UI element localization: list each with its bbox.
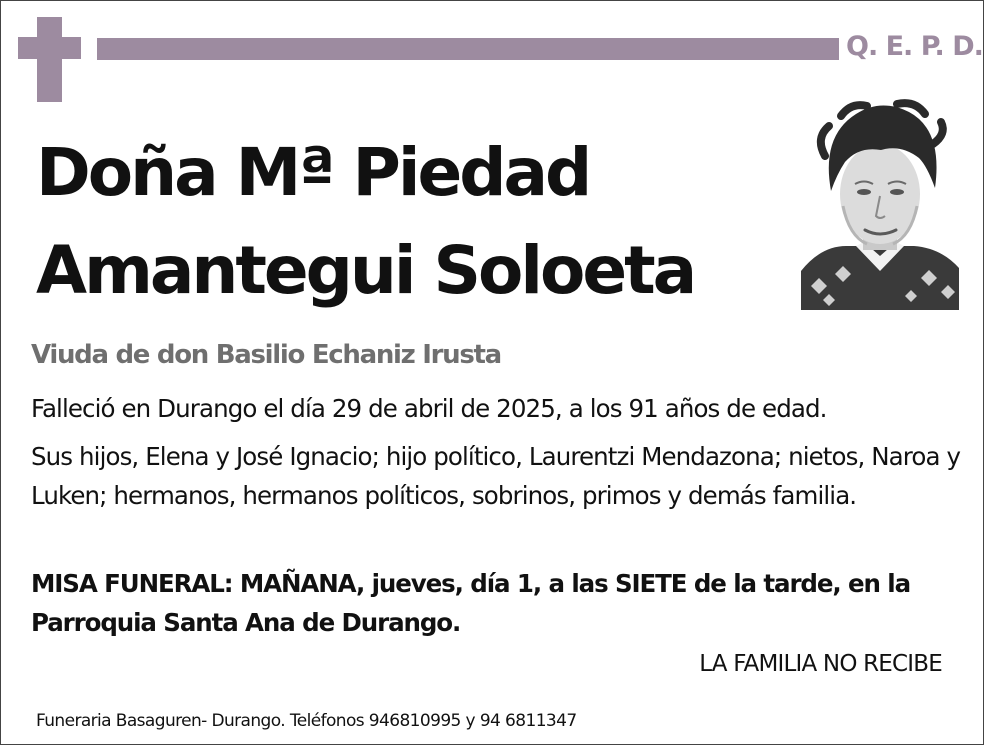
no-visits-notice: LA FAMILIA NO RECIBE	[699, 651, 942, 677]
deceased-name-line-1: Doña Mª Piedad	[36, 134, 590, 211]
family-text: Sus hijos, Elena y José Ignacio; hijo político, Laurentzi Mendazona; nietos, Naroa y Luken; hermanos, hermanos políticos, sobrinos, primos y demás familia.	[31, 442, 961, 510]
header-bar	[97, 38, 839, 60]
cross-icon	[37, 17, 62, 102]
funeral-text: MISA FUNERAL: MAÑANA, jueves, día 1, a las SIETE de la tarde, en la Parroquia Santa Ana de Durango.	[31, 569, 911, 637]
portrait-photo	[801, 96, 959, 310]
deceased-name-line-2: Amantegui Soloeta	[36, 232, 695, 309]
funeral-home-footer: Funeraria Basaguren- Durango. Teléfonos 946810995 y 94 6811347	[36, 711, 577, 731]
qepd-label: Q. E. P. D.	[846, 31, 983, 62]
widow-line: Viuda de don Basilio Echaniz Irusta	[31, 340, 501, 370]
death-notice: Falleció en Durango el día 29 de abril de 2025, a los 91 años de edad.	[31, 394, 827, 423]
cross-icon-arm	[18, 37, 81, 59]
portrait-photo-icon	[801, 96, 959, 310]
